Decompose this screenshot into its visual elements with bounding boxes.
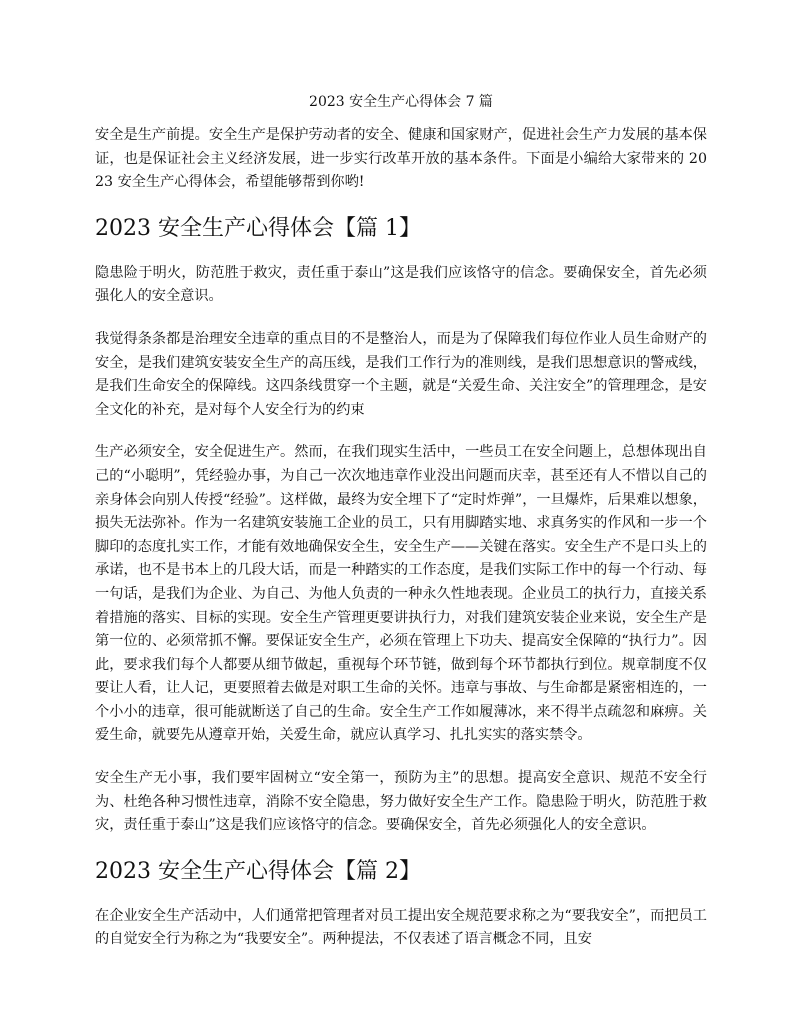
section-2-heading: 2023 安全生产心得体会【篇 2】 <box>95 858 421 884</box>
intro-paragraph: 安全是生产前提。安全生产是保护劳动者的安全、健康和国家财产，促进社会生产力发展的基本保证，也是保证社会主义经济发展，进一步实行改革开放的基本条件。下面是小编给大家带来的 2023 安全生产心得体会，希望能够帮到你哟! <box>95 127 707 191</box>
section-2-paragraph-1: 在企业安全生产活动中，人们通常把管理者对员工提出安全规范要求称之为“要我安全”，而把员工的自觉安全行为称之为“我要安全”。两种提法，不仅表述了语言概念不同，且安 <box>95 907 707 948</box>
section-1-paragraph-2: 我觉得条条都是治理安全违章的重点目的不是整治人，而是为了保障我们每位作业人员生命财产的安全，是我们建筑安装安全生产的高压线，是我们工作行为的准则线，是我们思想意识的警戒线，是我们生命安全的保障线。这四条线贯穿一个主题，就是“关爱生命、关注安全”的管理理念，是安全文化的补充，是对每个人安全行为的约束 <box>95 330 707 418</box>
section-1-paragraph-1: 隐患险于明火，防范胜于救灾，责任重于泰山”这是我们应该恪守的信念。要确保安全，首先必须强化人的安全意识。 <box>95 264 707 305</box>
document-page <box>95 92 707 971</box>
document-title: 2023 安全生产心得体会 7 篇 <box>309 94 493 110</box>
section-1-paragraph-4: 安全生产无小事，我们要牢固树立“安全第一，预防为主”的思想。提高安全意识、规范不安全行为、杜绝各种习惯性违章，消除不安全隐患，努力做好安全生产工作。隐患险于明火，防范胜于救灾，责任重于泰山”这是我们应该恪守的信念。要确保安全，首先必须强化人的安全意识。 <box>95 770 707 834</box>
section-1-paragraph-3: 生产必须安全，安全促进生产。然而，在我们现实生活中，一些员工在安全问题上，总想体现出自己的“小聪明”，凭经验办事，为自己一次次地违章作业没出问题而庆幸，甚至还有人不惜以自己的亲身体会向别人传授“经验”。这样做，最终为安全埋下了“定时炸弹”，一旦爆炸，后果难以想象，损失无法弥补。作为一名建筑安装施工企业的员工，只有用脚踏实地、求真务实的作风和一步一个脚印的态度扎实工作，才能有效地确保安全生，安全生产——关键在落实。安全生产不是口头上的承诺，也不是书本上的几段大话，而是一种踏实的工作态度，是我们实际工作中的每一个行动、每一句话，是我们为企业、为自己、为他人负责的一种永久性地表现。企业员工的执行力，直接关系着措施的落实、目标的实现。安全生产管理更要讲执行力，对我们建筑安装企业来说，安全生产是第一位的、必须常抓不懈。要保证安全生产，必须在管理上下功夫、提高安全保障的“执行力”。因此，要求我们每个人都要从细节做起，重视每个环节链，做到每个环节都执行到位。规章制度不仅要让人看，让人记，更要照着去做是对职工生命的关怀。违章与事故、与生命都是紧密相连的，一个小小的违章，很可能就断送了自己的生命。安全生产工作如履薄冰，来不得半点疏忽和麻痹。关爱生命，就要先从遵章开始，关爱生命，就应认真学习、扎扎实实的落实禁令。 <box>95 444 707 744</box>
section-1-heading: 2023 安全生产心得体会【篇 1】 <box>95 215 421 241</box>
